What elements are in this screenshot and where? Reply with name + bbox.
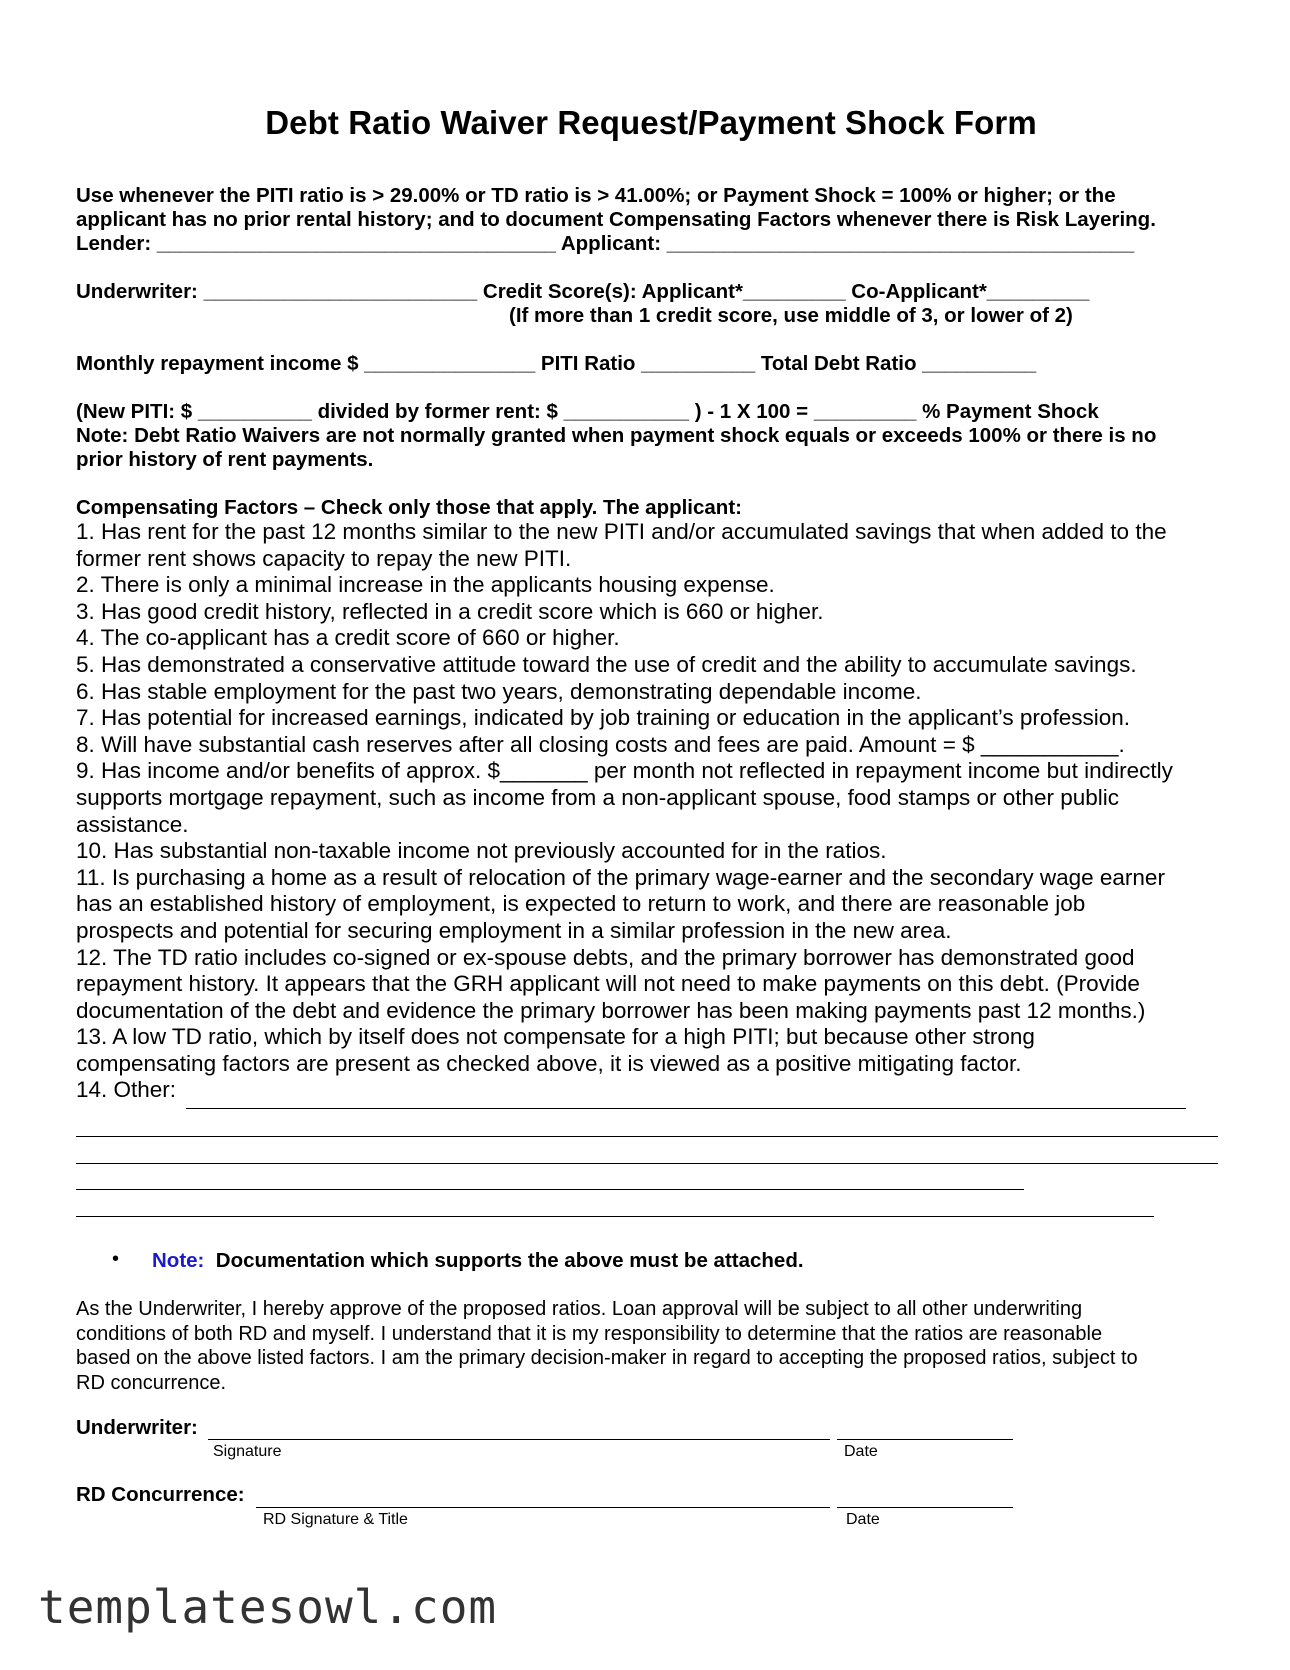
underwriter-date-line[interactable] <box>837 1439 1013 1440</box>
payment-shock-field[interactable]: (New PITI: $ __________ divided by former rent: $ ___________ ) - 1 X 100 = _________ % Payment Shock <box>76 400 1099 423</box>
waiver-note-line-1: Note: Debt Ratio Waivers are not normally granted when payment shock equals or exceeds 100% or there is no <box>76 424 1157 447</box>
lender-applicant-field[interactable]: Lender: ___________________________________ Applicant: _________________________________________ <box>76 232 1135 255</box>
factor-line[interactable]: 3. Has good credit history, reflected in a credit score which is 660 or higher. <box>76 598 824 624</box>
intro-line-2: applicant has no prior rental history; and to document Compensating Factors whenever there is Risk Layering. <box>76 208 1156 231</box>
note-text: Documentation which supports the above must be attached. <box>215 1249 804 1272</box>
other-input-line[interactable] <box>186 1108 1186 1109</box>
underwriter-signature-line[interactable] <box>208 1439 830 1440</box>
approval-line: based on the above listed factors. I am the primary decision-maker in regard to accepting the proposed ratios, subject to <box>76 1347 1138 1369</box>
rd-signature-caption: RD Signature & Title <box>263 1511 408 1528</box>
date-caption: Date <box>844 1443 878 1460</box>
underwriter-credit-score-field[interactable]: Underwriter: ________________________ Credit Score(s): Applicant*_________ Co-Applicant*_________ <box>76 280 1090 303</box>
other-input-line[interactable] <box>76 1216 1154 1217</box>
factor-line[interactable]: 6. Has stable employment for the past two years, demonstrating dependable income. <box>76 678 922 704</box>
signature-caption: Signature <box>213 1443 282 1460</box>
factor-line[interactable]: 9. Has income and/or benefits of approx. $_______ per month not reflected in repayment income but indirectly <box>76 758 1173 784</box>
factor-line: compensating factors are present as checked above, it is viewed as a positive mitigating factor. <box>76 1050 1022 1076</box>
documentation-note <box>152 1249 804 1273</box>
factor-line[interactable]: 8. Will have substantial cash reserves after all closing costs and fees are paid. Amount = $ ___________. <box>76 731 1125 757</box>
note-label: Note: <box>152 1249 205 1272</box>
other-input-line[interactable] <box>76 1189 1024 1190</box>
compensating-factors-list <box>76 519 1173 1104</box>
rd-date-caption: Date <box>846 1511 880 1528</box>
factor-line: repayment history. It appears that the GRH applicant will not need to make payments on this debt. (Provide <box>76 971 1140 997</box>
factor-line[interactable]: 1. Has rent for the past 12 months similar to the new PITI and/or accumulated savings that when added to the <box>76 519 1167 544</box>
factor-line[interactable]: 11. Is purchasing a home as a result of relocation of the primary wage-earner and the secondary wage earner <box>76 864 1165 890</box>
factor-line: documentation of the debt and evidence the primary borrower has been making payments past 12 months.) <box>76 997 1146 1023</box>
note-bullet: • <box>112 1248 120 1270</box>
factor-other-label: 14. Other: <box>76 1077 177 1103</box>
waiver-note-line-2: prior history of rent payments. <box>76 448 374 471</box>
factor-line[interactable]: 10. Has substantial non-taxable income not previously accounted for in the ratios. <box>76 838 887 864</box>
other-input-line[interactable] <box>76 1163 1218 1164</box>
approval-statement <box>76 1297 1138 1395</box>
approval-line: conditions of both RD and myself. I understand that it is my responsibility to determine that the ratios are reasonable <box>76 1322 1103 1345</box>
underwriter-signature-label: Underwriter: <box>76 1416 198 1439</box>
factor-line: has an established history of employment, is expected to return to work, and there are reasonable job <box>76 891 1086 917</box>
factor-line[interactable]: 13. A low TD ratio, which by itself does not compensate for a high PITI; but because other strong <box>76 1024 1035 1050</box>
rd-signature-line[interactable] <box>256 1507 830 1508</box>
income-ratio-field[interactable]: Monthly repayment income $ _______________ PITI Ratio __________ Total Debt Ratio __________ <box>76 352 1037 375</box>
factor-line[interactable]: 4. The co-applicant has a credit score of 660 or higher. <box>76 625 620 651</box>
factor-line[interactable]: 7. Has potential for increased earnings, indicated by job training or education in the applicant’s profession. <box>76 705 1130 731</box>
approval-line: RD concurrence. <box>76 1371 227 1394</box>
approval-line: As the Underwriter, I hereby approve of the proposed ratios. Loan approval will be subject to all other underwriting <box>76 1298 1083 1320</box>
factor-line: assistance. <box>76 811 189 837</box>
factor-line[interactable]: 5. Has demonstrated a conservative attitude toward the use of credit and the ability to accumulate savings. <box>76 651 1137 677</box>
factor-line: former rent shows capacity to repay the new PITI. <box>76 545 572 571</box>
watermark-logo: templatesowl.com <box>38 1580 498 1634</box>
rd-concurrence-label: RD Concurrence: <box>76 1483 245 1506</box>
factor-line: prospects and potential for securing employment in a similar profession in the new area. <box>76 917 952 943</box>
form-title: Debt Ratio Waiver Request/Payment Shock Form <box>265 104 1037 141</box>
other-input-line[interactable] <box>76 1136 1218 1137</box>
rd-date-line[interactable] <box>837 1507 1013 1508</box>
factor-line[interactable]: 2. There is only a minimal increase in the applicants housing expense. <box>76 572 775 598</box>
intro-line-1: Use whenever the PITI ratio is > 29.00% or TD ratio is > 41.00%; or Payment Shock = 100% or higher; or the <box>76 184 1116 207</box>
credit-score-note: (If more than 1 credit score, use middle of 3, or lower of 2) <box>509 304 1073 327</box>
factors-heading: Compensating Factors – Check only those that apply. The applicant: <box>76 496 742 519</box>
factor-line: supports mortgage repayment, such as income from a non-applicant spouse, food stamps or other public <box>76 784 1120 810</box>
factor-line[interactable]: 12. The TD ratio includes co-signed or ex-spouse debts, and the primary borrower has demonstrated good <box>76 944 1135 970</box>
